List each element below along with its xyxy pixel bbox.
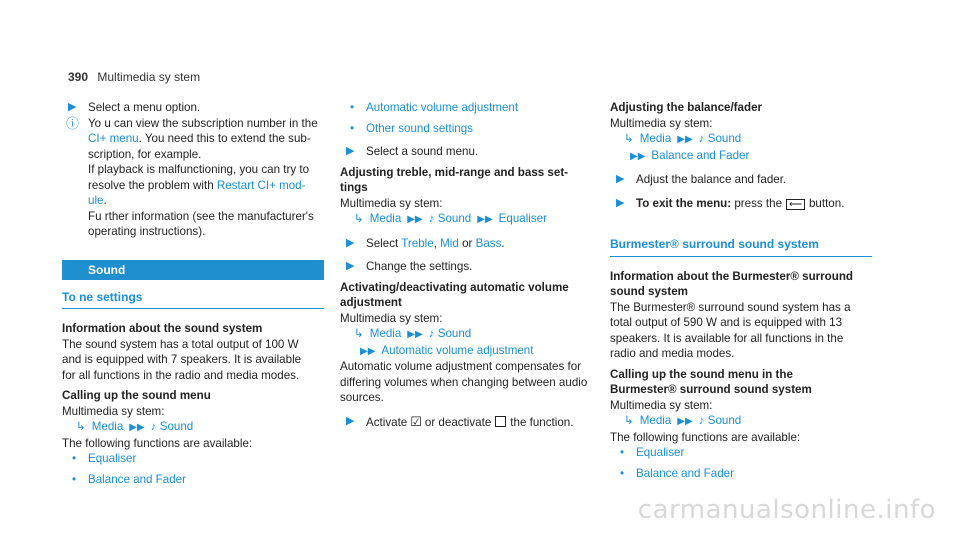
bass-link[interactable]: Bass (475, 236, 502, 250)
step-change-settings: ▶ Change the settings. (346, 260, 473, 273)
menu-path (610, 413, 872, 430)
path-media[interactable]: Media (639, 132, 672, 145)
path-separator-icon: ▶▶ (630, 150, 646, 162)
path-separator-icon: ▶▶ (407, 214, 423, 225)
step-arrow-icon: ▶ (616, 173, 625, 185)
music-note-icon: ♪ (698, 132, 708, 145)
menu-path (610, 131, 872, 148)
mid-link[interactable]: Mid (440, 236, 459, 250)
path-media[interactable]: Media (369, 212, 402, 225)
path-separator-icon: ▶▶ (407, 329, 423, 340)
page-header (68, 70, 200, 84)
step-exit-menu: ▶ To exit the menu: press the ⟵ button. (616, 196, 845, 210)
restart-ci-module-link-cont[interactable]: ule (88, 194, 104, 207)
equaliser-link[interactable]: Equaliser (88, 452, 137, 465)
path-balance-fader[interactable]: Balance and Fader (651, 148, 750, 162)
path-sound[interactable]: Sound (707, 132, 742, 145)
path-media[interactable]: Media (369, 327, 402, 340)
column-2: • Automatic volume adjustment • Other sound settings ▶ Select a sound menu. Adjusting treble, mid-range and bass set- tings Multimedia sy stem: ↳ Media ▶▶ ♪ Sound ▶▶ Equaliser ▶ Select Treble, Mid or Bass. ▶ Change the settings. Activating/deactivating automatic volume adjustment Multimedia sy stem: ↳ Media ▶▶ ♪ Sound ▶▶ Automatic volume adjustment Automatic volume adjustment compensates for differing volumes when changing between audio sources. ▶ Activate ☑ or deactivate the function. (340, 100, 600, 430)
equaliser-link[interactable]: Equaliser (636, 446, 685, 459)
path-separator-icon: ▶▶ (360, 345, 376, 357)
step-arrow-icon: ▶ (68, 101, 77, 113)
balance-fader-link[interactable]: Balance and Fader (88, 472, 186, 486)
path-corner-icon: ↳ (76, 420, 86, 433)
heading-call-sound: Calling up the sound menu (62, 389, 211, 402)
list-item: • Equaliser (620, 446, 685, 459)
step-arrow-icon: ▶ (346, 145, 355, 157)
info-note: ⓘ Yo u can view the subscription number in the CI+ menu. You need this to extend the sub- scription, for example. If playback is malfunctioning, you can try to resolve the problem with Restart CI+ mod- ule. Fu rther information (see the manufacturer's operating instructions). (66, 115, 318, 238)
step-select-sound-menu: ▶ Select a sound menu. (346, 145, 479, 158)
ci-menu-link[interactable]: CI+ menu (88, 132, 139, 145)
path-equaliser[interactable]: Equaliser (498, 212, 547, 225)
step-select-treble: ▶ Select Treble, Mid or Bass. (346, 236, 505, 250)
empty-checkbox-icon[interactable] (495, 416, 506, 427)
heading-auto-volume: Activating/deactivating automatic volume (340, 280, 569, 294)
music-note-icon: ♪ (428, 212, 438, 225)
watermark: carmanualsonline.info (637, 495, 936, 525)
path-corner-icon: ↳ (624, 414, 634, 427)
step-select-option (62, 100, 324, 116)
subsection-burmester: Burmester® surround sound system (610, 237, 872, 257)
other-sound-link[interactable]: Other sound settings (366, 121, 473, 135)
path-sound[interactable]: Sound (437, 327, 472, 340)
section-sound-bar: Sound (62, 260, 324, 280)
checked-checkbox-icon[interactable]: ☑ (410, 413, 422, 429)
list-item: • Balance and Fader (72, 472, 186, 486)
music-note-icon: ♪ (698, 414, 708, 427)
list-item: • Equaliser (72, 452, 137, 465)
music-note-icon: ♪ (428, 327, 438, 340)
column-3: Adjusting the balance/fader Multimedia sy stem: ↳ Media ▶▶ ♪ Sound ▶▶ Balance and Fader ▶ Adjust the balance and fader. ▶ To exit the menu: press the ⟵ button. Burmester® surround sound system Information about the Burmester® surround sound system The Burmester® surround sound system has a total output of 590 W and is equipped with 13 speakers. It is available for all functions in the radio and media modes. Calling up the sound menu in the Burmester® surround sound system Multimedia sy stem: ↳ Media ▶▶ ♪ Sound The following functions are available: • Equaliser • Balance and Fader (610, 100, 872, 481)
heading-call-burmester: Calling up the sound menu in the (610, 367, 793, 381)
treble-link[interactable]: Treble (401, 236, 434, 250)
path-separator-icon: ▶▶ (677, 416, 693, 427)
path-separator-icon: ▶▶ (477, 214, 493, 225)
step-arrow-icon: ▶ (616, 196, 625, 209)
music-note-icon: ♪ (150, 420, 160, 433)
step-adjust-balance: ▶ Adjust the balance and fader. (616, 173, 787, 186)
page-number: 390 (68, 70, 89, 84)
step-arrow-icon: ▶ (346, 260, 355, 272)
path-sound[interactable]: Sound (707, 414, 742, 427)
step-arrow-icon: ▶ (346, 236, 355, 249)
menu-path (340, 211, 600, 228)
back-button-icon[interactable]: ⟵ (786, 199, 805, 210)
list-item: • Automatic volume adjustment (350, 101, 519, 114)
heading-sound-info: Information about the sound system (62, 322, 263, 335)
heading-balance-fader: Adjusting the balance/fader (610, 101, 763, 114)
column-1: ▶ Select a menu option. ⓘ Yo u can view the subscription number in the CI+ menu. You need this to extend the sub- scription, for example. If playback is malfunctioning, you can try to resolve the problem with Restart CI+ mod- ule. Fu rther information (see the manufacturer's operating instructions). Sound To ne settings Information about the sound system The sound system has a total output of 100 W and is equipped with 7 speakers. It is available for all functions in the radio and media modes. Calling up the sound menu Multimedia sy stem: ↳ Media ▶▶ ♪ Sound The following functions are available: • Equaliser • Balance and Fader (62, 100, 324, 487)
heading-adjust-treble: Adjusting treble, mid-range and bass set- (340, 165, 569, 179)
step-arrow-icon: ▶ (346, 414, 355, 427)
path-separator-icon: ▶▶ (677, 134, 693, 145)
path-auto-volume[interactable]: Automatic volume adjustment (381, 343, 534, 357)
path-corner-icon: ↳ (624, 132, 634, 145)
path-sound[interactable]: Sound (437, 212, 472, 225)
step-text: Select a menu option. (88, 101, 201, 114)
path-sound[interactable]: Sound (159, 420, 194, 433)
path-corner-icon: ↳ (354, 212, 364, 225)
path-media[interactable]: Media (639, 414, 672, 427)
subsection-tone-settings: To ne settings (62, 290, 324, 310)
list-item: • Other sound settings (350, 121, 473, 135)
path-separator-icon: ▶▶ (129, 422, 145, 433)
info-icon: ⓘ (66, 115, 80, 131)
heading-burmester-info: Information about the Burmester® surround (610, 269, 854, 283)
path-corner-icon: ↳ (354, 327, 364, 340)
list-item: • Balance and Fader (620, 466, 734, 480)
restart-ci-module-link[interactable]: Restart CI+ mod- (216, 178, 306, 192)
menu-path (340, 326, 600, 343)
balance-fader-link[interactable]: Balance and Fader (636, 466, 734, 480)
menu-path (62, 419, 324, 436)
page-header-title: Multimedia sy stem (97, 70, 201, 84)
auto-volume-link[interactable]: Automatic volume adjustment (366, 101, 519, 114)
step-activate: ▶ Activate ☑ or deactivate the function. (346, 413, 574, 429)
path-media[interactable]: Media (91, 420, 124, 433)
